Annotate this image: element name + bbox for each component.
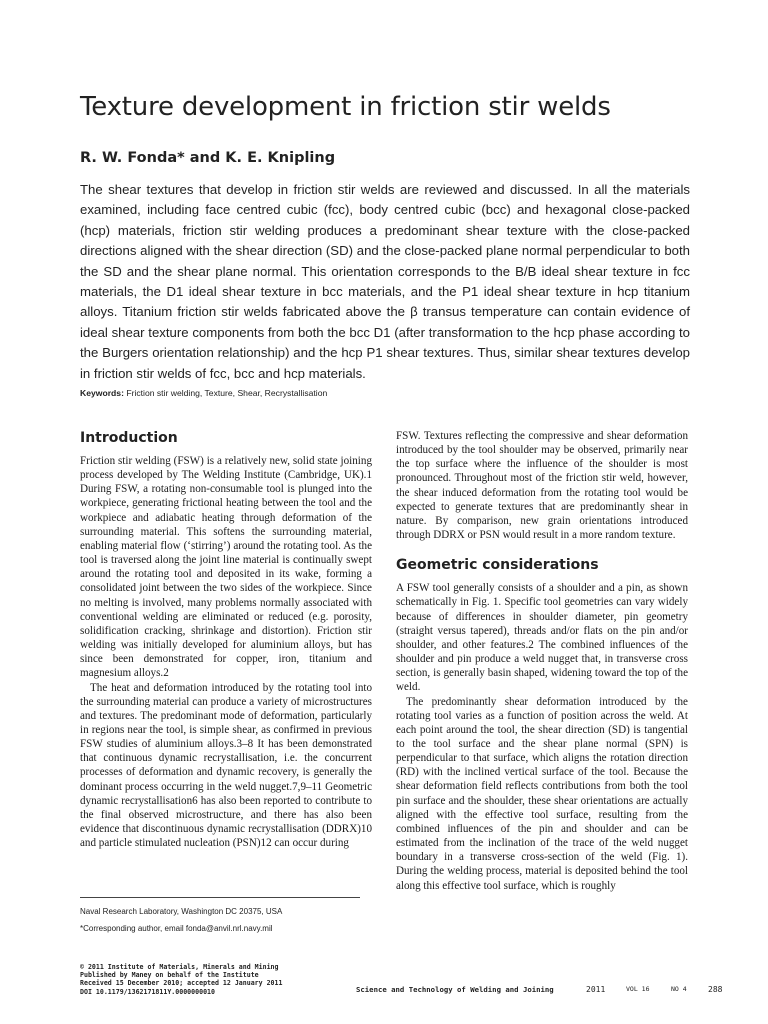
left-column: [80, 429, 372, 850]
journal-year: 2011: [586, 985, 606, 994]
right-column: [396, 429, 688, 893]
affiliation: Naval Research Laboratory, Washington DC 20375, USA: [80, 907, 283, 916]
copyright: © 2011 Institute of Materials, Minerals and Mining: [80, 963, 279, 971]
geometric-heading: Geometric considerations: [396, 557, 599, 574]
authors-text: R. W. Fonda* and K. E. Knipling: [80, 150, 336, 166]
intro-paragraph-2: The heat and deformation introduced by the rotating tool into the surrounding material can produce a variety of microstructures and textures. The predominant mode of deformation, particularly in regions near the tool, is simple shear, as confirmed in previous FSW studies of aluminium alloys.3–8 It has been demonstrated that continuous dynamic recrystallisation, i.e. the concurrent processes of deformation and dynamic recovery, is generally the dominant process occurring in the weld nugget.7,9–11 Geometric dynamic recrystallisation6 has also been reported to contribute to the final observed microstructure, and there has also been evidence that discontinuous dynamic recrystallisation (DDRX)10 and particle stimulated nucleation (PSN)12 can occur during: [80, 681, 372, 850]
keywords-list: Friction stir welding, Texture, Shear, Recrystallisation: [126, 388, 328, 398]
received-dates: Received 15 December 2010; accepted 12 January 2011: [80, 979, 283, 988]
corresponding-author: *Corresponding author, email fonda@anvil.nrl.navy.mil: [80, 924, 273, 933]
page-number: 288: [708, 985, 723, 994]
doi: DOI 10.1179/1362171811Y.0000000010: [80, 987, 215, 996]
footnote-divider: [80, 897, 360, 898]
keywords-label: Keywords:: [80, 388, 124, 398]
publisher: Published by Maney on behalf of the Institute: [80, 971, 259, 980]
journal-name: Science and Technology of Welding and Joining: [356, 985, 554, 994]
article-authors: [80, 150, 335, 166]
right-paragraph-1: FSW. Textures reflecting the compressive and shear deformation introduced by the tool shoulder may be observed, primarily near the top surface where the influence of the shoulder is most pronounced. Throughout most of the friction stir weld, however, the shear induced deformation from the rotating tool would be expected to generate textures that are predominantly shear in nature. By comparison, new grain orientations introduced through DDRX or PSN would result in a more random texture.: [396, 430, 688, 542]
abstract: [80, 180, 690, 384]
introduction-heading: Introduction: [80, 430, 178, 446]
intro-paragraph-1: Friction stir welding (FSW) is a relatively new, solid state joining process developed by The Welding Institute (Cambridge, UK).1 During FSW, a rotating non-consumable tool is plunged into the workpiece, generating frictional heating between the tool and the workpiece and adiabatic heating through deformation of the surrounding material. This softens the surrounding material, enabling material flow (‘stirring’) around the rotating tool. As the tool is traversed along the joint line material is continually swept around the rotating tool and deposited in its wake, forming a consolidated joint between the two sides of the workpiece. Since no melting is involved, many problems normally associated with conventional welding are eliminated or reduced (e.g. porosity, solidification cracking, shrinkage and distortion). Friction stir welding was initially developed for aluminium alloys, but has since been demonstrated for copper, iron, titanium and magnesium alloys.2: [80, 455, 372, 680]
keywords: [80, 388, 690, 398]
geometric-paragraph-1: A FSW tool generally consists of a shoulder and a pin, as shown schematically in Fig. 1. Specific tool geometries can vary widely because of differences in shoulder diameter, pin geometry (straight versus tapered), threads and/or flats on the pin and/or shoulder, and other features.2 The combined influences of the shoulder and pin produce a weld nugget that, in transverse cross section, is generally basin shaped, widening toward the top of the weld.: [396, 582, 688, 694]
article-title: Texture development in friction stir welds: [80, 92, 611, 122]
geometric-paragraph-2: The predominantly shear deformation introduced by the rotating tool varies as a function of position across the weld. At each point around the tool, the shear direction (SD) is tangential to the tool surface and the shear plane normal (SPN) is perpendicular to that surface, which aligns the rotation direction (RD) with the inclined vertical surface of the tool. Because the shear deformation field reflects contributions from both the tool pin surface and the shoulder, these shear orientations are actually aligned with the effective tool surface, resulting from the combined influences of the pin and shoulder and can be estimated from the inclination of the trace of the weld nugget boundary in a transverse cross-section of the weld (Fig. 1). During the welding process, material is deposited behind the tool along this effective tool surface, which is roughly: [396, 695, 688, 892]
journal-volume: VOL 16: [626, 985, 650, 993]
journal-number: NO 4: [671, 985, 687, 993]
abstract-text: The shear textures that develop in friction stir welds are reviewed and discussed. In all the materials examined, including face centred cubic (fcc), body centred cubic (bcc) and hexagonal close-packed (hcp) materials, friction stir welding produces a predominant shear texture with the close-packed directions aligned with the shear direction (SD) and the close-packed plane normal perpendicular to both the SD and the shear plane normal. This orientation corresponds to the B/B ideal shear texture in fcc materials, the D1 ideal shear texture in bcc materials, and the P1 ideal shear texture in hcp titanium alloys. Titanium friction stir welds fabricated above the β transus temperature can contain evidence of ideal shear texture components from both the bcc D1 (after transformation to the hcp phase according to the Burgers orientation relationship) and the hcp P1 shear textures. Thus, similar shear textures develop in friction stir welds of fcc, bcc and hcp materials.: [80, 182, 690, 381]
journal-footer: [356, 985, 723, 994]
publication-footer: [80, 963, 370, 996]
